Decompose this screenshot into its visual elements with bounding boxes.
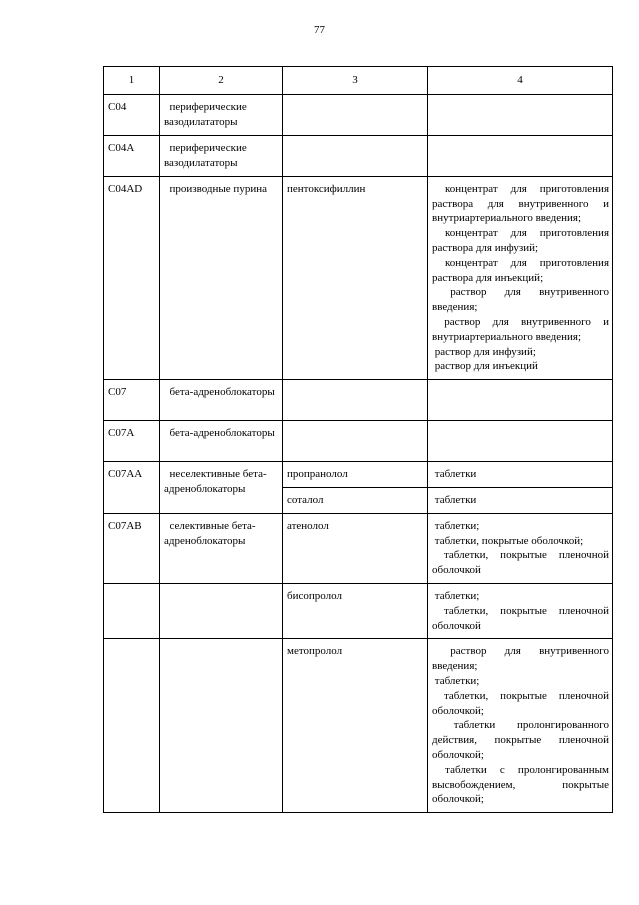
drug-classification-table bbox=[103, 66, 613, 813]
group-name-cell: бета-адреноблокаторы bbox=[160, 421, 283, 462]
dosage-form: таблетки пролонгированного действия, покрытые пленочной оболочкой; bbox=[432, 719, 610, 761]
dosage-form: раствор для инъекций bbox=[434, 360, 538, 373]
group-name-cell: неселективные бета-адреноблокаторы bbox=[160, 462, 283, 514]
table-row bbox=[104, 135, 613, 176]
table-row bbox=[104, 462, 613, 488]
drug-name-cell: метопролол bbox=[283, 639, 428, 813]
dosage-forms-cell bbox=[428, 583, 613, 638]
atc-code-cell: C04 bbox=[104, 94, 160, 135]
dosage-form: таблетки, покрытые пленочной оболочкой bbox=[432, 604, 609, 632]
column-header: 1 bbox=[104, 67, 160, 95]
dosage-forms-cell bbox=[428, 135, 613, 176]
dosage-form: таблетки; bbox=[434, 589, 480, 602]
group-name-cell: селективные бета-адреноблокаторы bbox=[160, 513, 283, 583]
dosage-form: таблетки, покрытые оболочкой; bbox=[434, 534, 584, 547]
group-name-cell: периферические вазодилататоры bbox=[160, 94, 283, 135]
atc-code-cell: C07 bbox=[104, 380, 160, 421]
atc-code-cell bbox=[104, 639, 160, 813]
dosage-form: раствор для внутривенного и внутриартериального введения; bbox=[432, 315, 610, 343]
drug-name-cell: соталол bbox=[283, 487, 428, 513]
atc-code-cell: C04A bbox=[104, 135, 160, 176]
dosage-form: таблетки bbox=[434, 468, 477, 481]
drug-name-cell bbox=[283, 421, 428, 462]
dosage-form: раствор для внутривенного введения; bbox=[432, 645, 609, 673]
group-name-cell: бета-адреноблокаторы bbox=[160, 380, 283, 421]
column-header: 3 bbox=[283, 67, 428, 95]
table-row bbox=[104, 380, 613, 421]
dosage-forms-cell bbox=[428, 421, 613, 462]
dosage-form: концентрат для приготовления раствора для внутривенного и внутриартериального введения; bbox=[432, 182, 609, 225]
dosage-form: таблетки с пролонгированным высвобождением, покрытые оболочкой; bbox=[432, 763, 610, 806]
page-number: 77 bbox=[314, 24, 325, 36]
dosage-forms-cell bbox=[428, 462, 613, 488]
group-name-cell bbox=[160, 583, 283, 638]
dosage-form: раствор для инфузий; bbox=[434, 345, 536, 358]
group-name-cell: производные пурина bbox=[160, 176, 283, 379]
dosage-forms-cell bbox=[428, 513, 613, 583]
dosage-forms-cell bbox=[428, 94, 613, 135]
drug-name-cell bbox=[283, 380, 428, 421]
dosage-forms-cell bbox=[428, 176, 613, 379]
dosage-forms-cell bbox=[428, 639, 613, 813]
drug-name-cell bbox=[283, 94, 428, 135]
dosage-forms-cell bbox=[428, 487, 613, 513]
column-header: 4 bbox=[428, 67, 613, 95]
atc-code-cell: C07AB bbox=[104, 513, 160, 583]
group-name-cell: периферические вазодилататоры bbox=[160, 135, 283, 176]
atc-code-cell: C04AD bbox=[104, 176, 160, 379]
dosage-form: таблетки; bbox=[434, 674, 480, 687]
dosage-forms-cell bbox=[428, 380, 613, 421]
drug-name-cell: пропранолол bbox=[283, 462, 428, 488]
group-name-cell bbox=[160, 639, 283, 813]
drug-name-cell: атенолол bbox=[283, 513, 428, 583]
drug-name-cell: пентоксифиллин bbox=[283, 176, 428, 379]
drug-name-cell: бисопролол bbox=[283, 583, 428, 638]
table-header-row bbox=[104, 67, 613, 95]
dosage-form: концентрат для приготовления раствора для инъекций; bbox=[432, 256, 609, 284]
dosage-form: таблетки, покрытые пленочной оболочкой bbox=[432, 549, 609, 577]
atc-code-cell: C07A bbox=[104, 421, 160, 462]
dosage-form: концентрат для приготовления раствора для инфузий; bbox=[432, 227, 609, 254]
table-row bbox=[104, 639, 613, 813]
atc-code-cell: C07AA bbox=[104, 462, 160, 514]
dosage-form: раствор для внутривенного введения; bbox=[432, 286, 609, 314]
dosage-form: таблетки, покрытые пленочной оболочкой; bbox=[432, 689, 609, 717]
column-header: 2 bbox=[160, 67, 283, 95]
table-row bbox=[104, 513, 613, 583]
dosage-form: таблетки bbox=[434, 493, 477, 506]
table-row bbox=[104, 176, 613, 379]
table-row bbox=[104, 583, 613, 638]
table-row bbox=[104, 94, 613, 135]
drug-name-cell bbox=[283, 135, 428, 176]
dosage-form: таблетки; bbox=[434, 519, 480, 532]
atc-code-cell bbox=[104, 583, 160, 638]
table-row bbox=[104, 421, 613, 462]
